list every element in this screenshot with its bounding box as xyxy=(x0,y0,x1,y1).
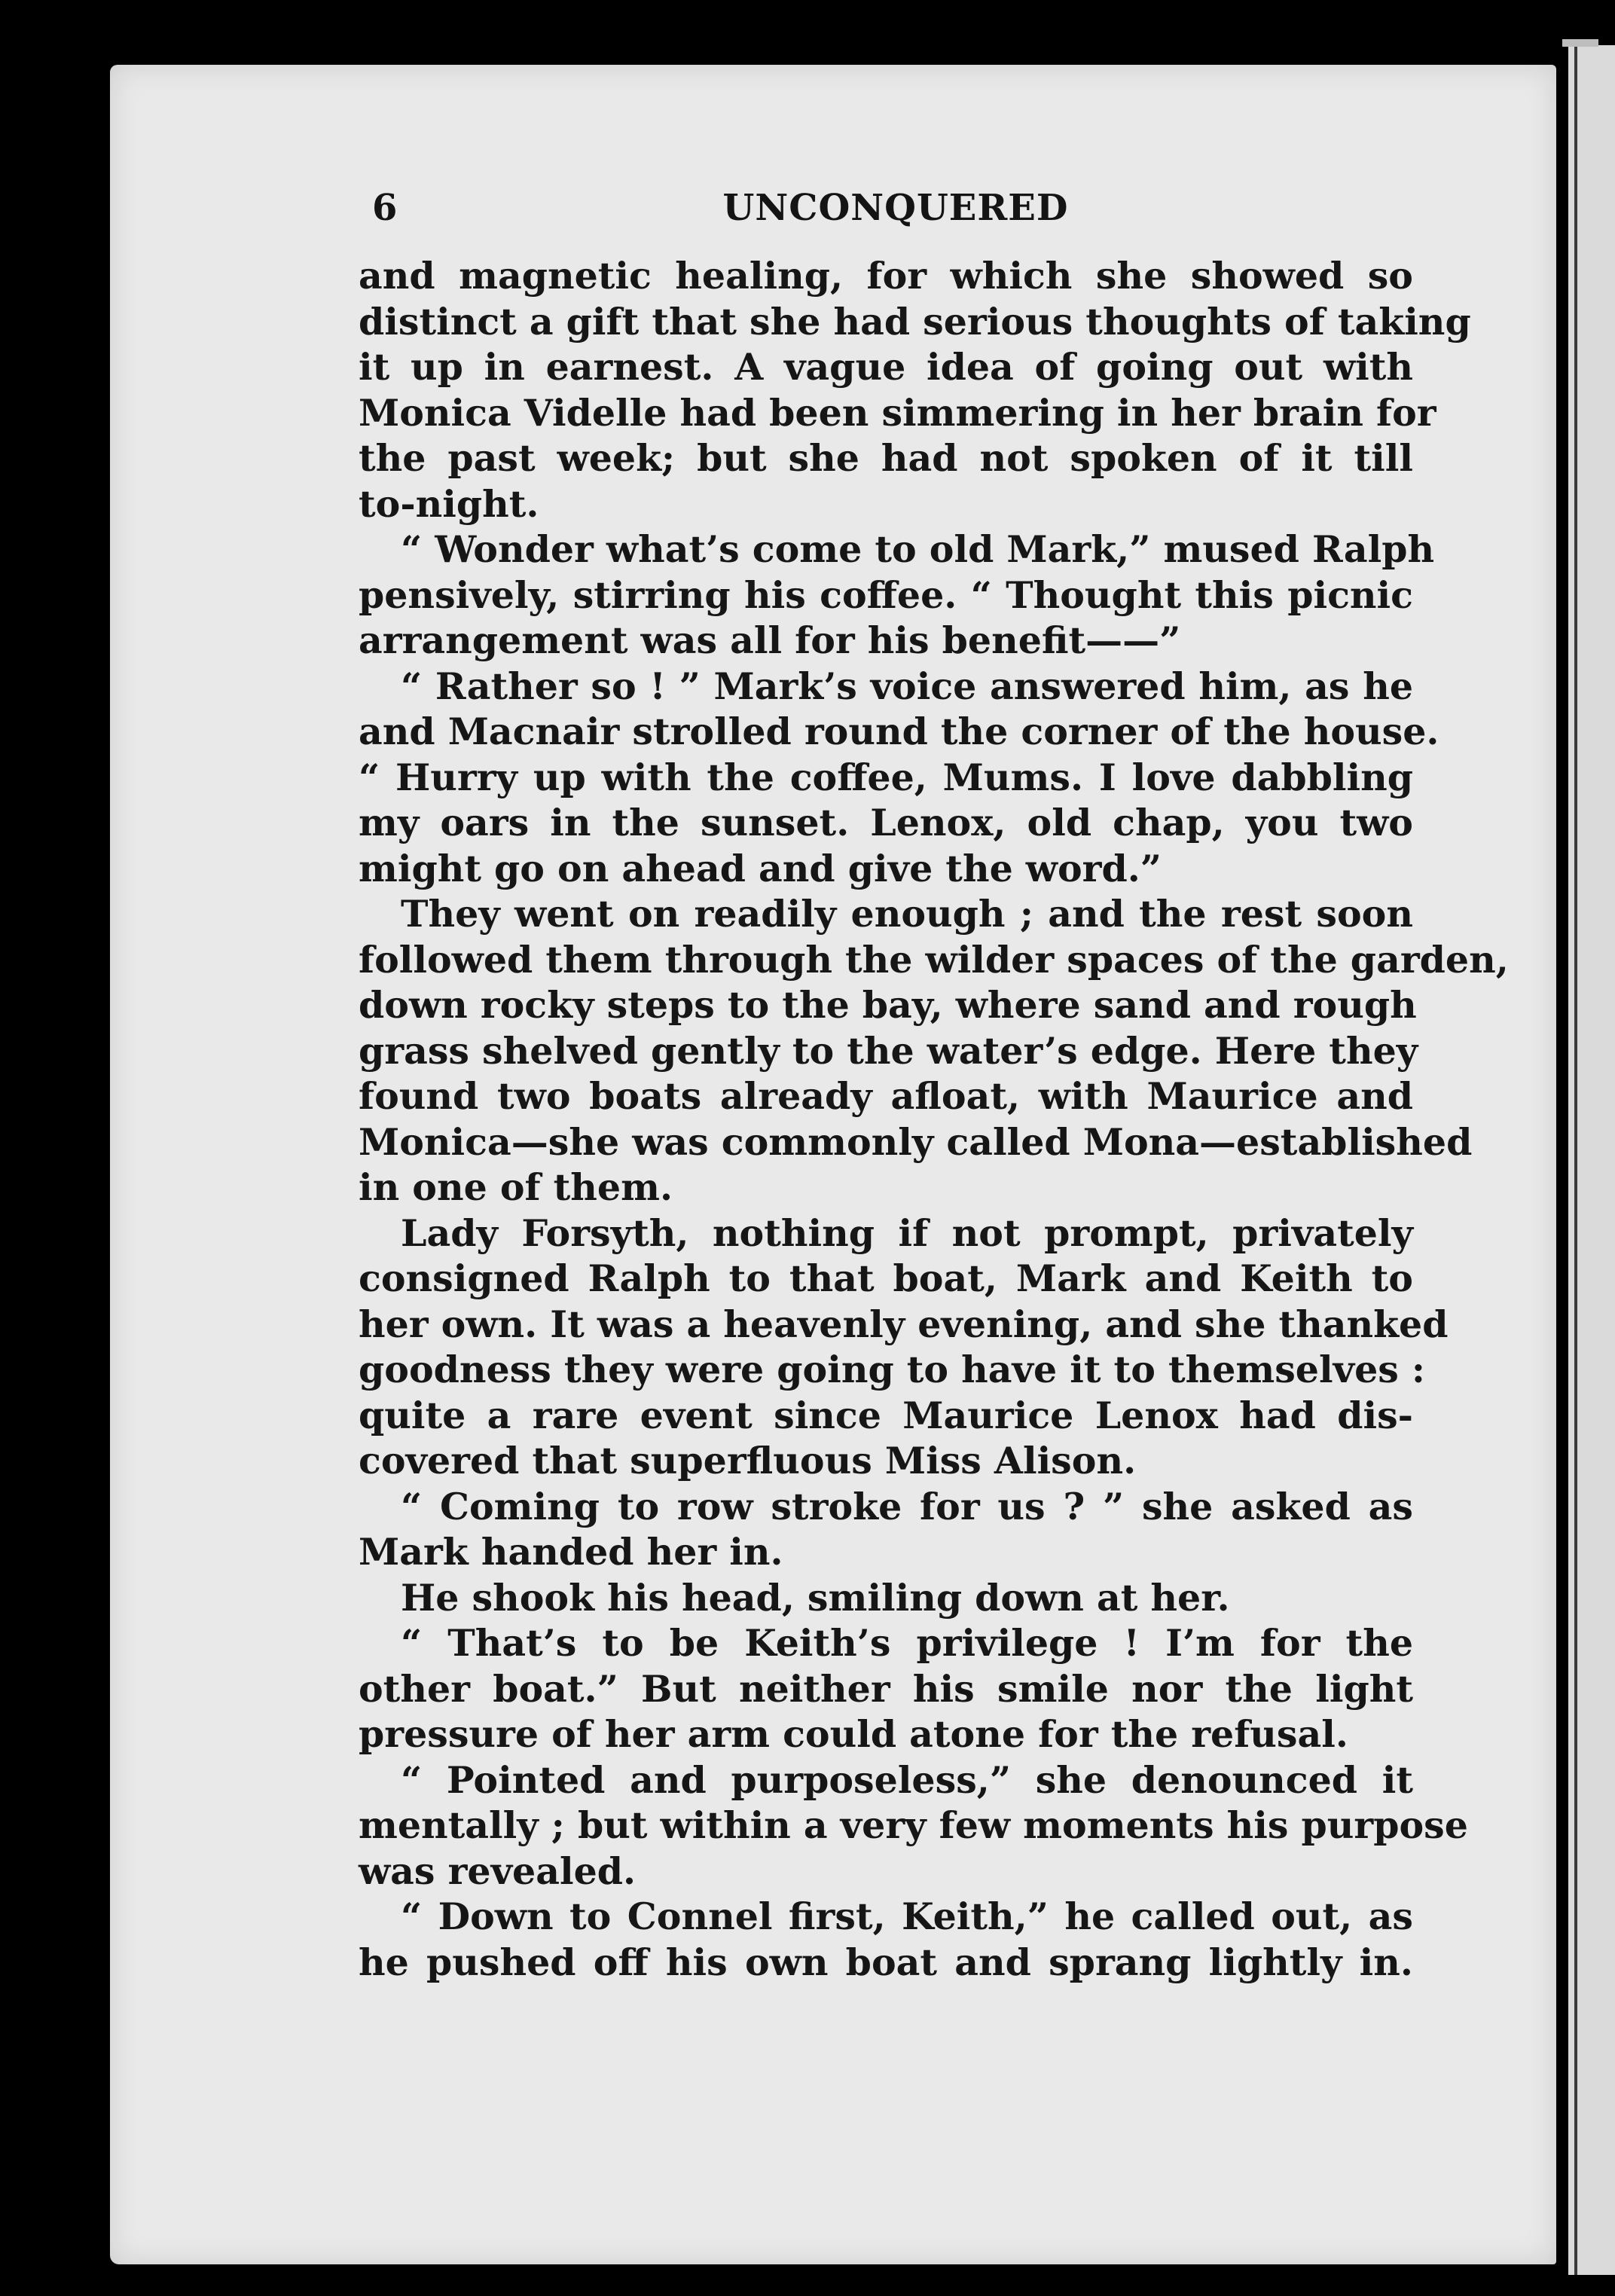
text-line: grass shelved gently to the water’s edge. Here they xyxy=(359,1028,1418,1073)
text-line: “ Rather so ! ” Mark’s voice answered him, as he xyxy=(401,664,1413,708)
text-line: was revealed. xyxy=(359,1849,637,1893)
body-text xyxy=(359,253,1509,1985)
text-line: quite a rare event since Maurice Lenox had dis- xyxy=(359,1393,1413,1437)
text-line: other boat.” But neither his smile nor the light xyxy=(359,1666,1413,1711)
scan-mark xyxy=(1562,39,1598,47)
text-line: he pushed off his own boat and sprang lightly in. xyxy=(359,1940,1413,1984)
text-line: distinct a gift that she had serious thoughts of taking xyxy=(359,299,1471,343)
text-line: “ Wonder what’s come to old Mark,” mused Ralph xyxy=(401,527,1435,571)
text-line: pressure of her arm could atone for the refusal. xyxy=(359,1712,1348,1756)
text-line: Lady Forsyth, nothing if not prompt, privately xyxy=(401,1211,1413,1255)
text-line: and magnetic healing, for which she showed so xyxy=(359,254,1413,298)
text-line: in one of them. xyxy=(359,1165,673,1209)
text-line: consigned Ralph to that boat, Mark and Keith to xyxy=(359,1256,1413,1300)
text-line: might go on ahead and give the word.” xyxy=(359,846,1162,890)
text-line: down rocky steps to the bay, where sand and rough xyxy=(359,983,1417,1027)
text-line: followed them through the wilder spaces of the garden, xyxy=(359,937,1509,982)
text-line: arrangement was all for his benefit——” xyxy=(359,618,1181,662)
text-line: “ Coming to row stroke for us ? ” she asked as xyxy=(401,1484,1413,1528)
text-line: her own. It was a heavenly evening, and she thanked xyxy=(359,1302,1449,1346)
page-number: 6 xyxy=(372,187,398,229)
text-line: Monica Videlle had been simmering in her brain for xyxy=(359,390,1436,435)
text-line: mentally ; but within a very few moments his purpose xyxy=(359,1803,1468,1847)
page-header xyxy=(372,187,1412,235)
text-line: and Macnair strolled round the corner of the house. xyxy=(359,710,1439,753)
text-line: “ That’s to be Keith’s privilege ! I’m for the xyxy=(401,1621,1413,1665)
text-line: my oars in the sunset. Lenox, old chap, you two xyxy=(359,801,1413,844)
text-line: it up in earnest. A vague idea of going out with xyxy=(359,345,1413,389)
text-line: “ Down to Connel first, Keith,” he called out, as xyxy=(401,1895,1413,1938)
text-line: to-night. xyxy=(359,481,539,526)
text-line: “ Hurry up with the coffee, Mums. I love dabbling xyxy=(359,755,1413,799)
text-line: covered that superfluous Miss Alison. xyxy=(359,1439,1137,1482)
text-line: goodness they were going to have it to themselves : xyxy=(359,1348,1425,1391)
text-line: pensively, stirring his coffee. “ Thought this picnic xyxy=(359,572,1413,617)
text-line: “ Pointed and purposeless,” she denounced it xyxy=(401,1757,1413,1802)
text-line: They went on readily enough ; and the rest soon xyxy=(401,892,1413,936)
text-line: Monica—she was commonly called Mona—established xyxy=(359,1119,1473,1164)
text-line: Mark handed her in. xyxy=(359,1530,783,1574)
running-title: UNCONQUERED xyxy=(722,187,1069,229)
text-line: the past week; but she had not spoken of it till xyxy=(359,436,1413,480)
adjacent-page-edge xyxy=(1568,45,1615,2275)
text-line: found two boats already afloat, with Maurice and xyxy=(359,1074,1413,1118)
text-line: He shook his head, smiling down at her. xyxy=(401,1575,1230,1620)
